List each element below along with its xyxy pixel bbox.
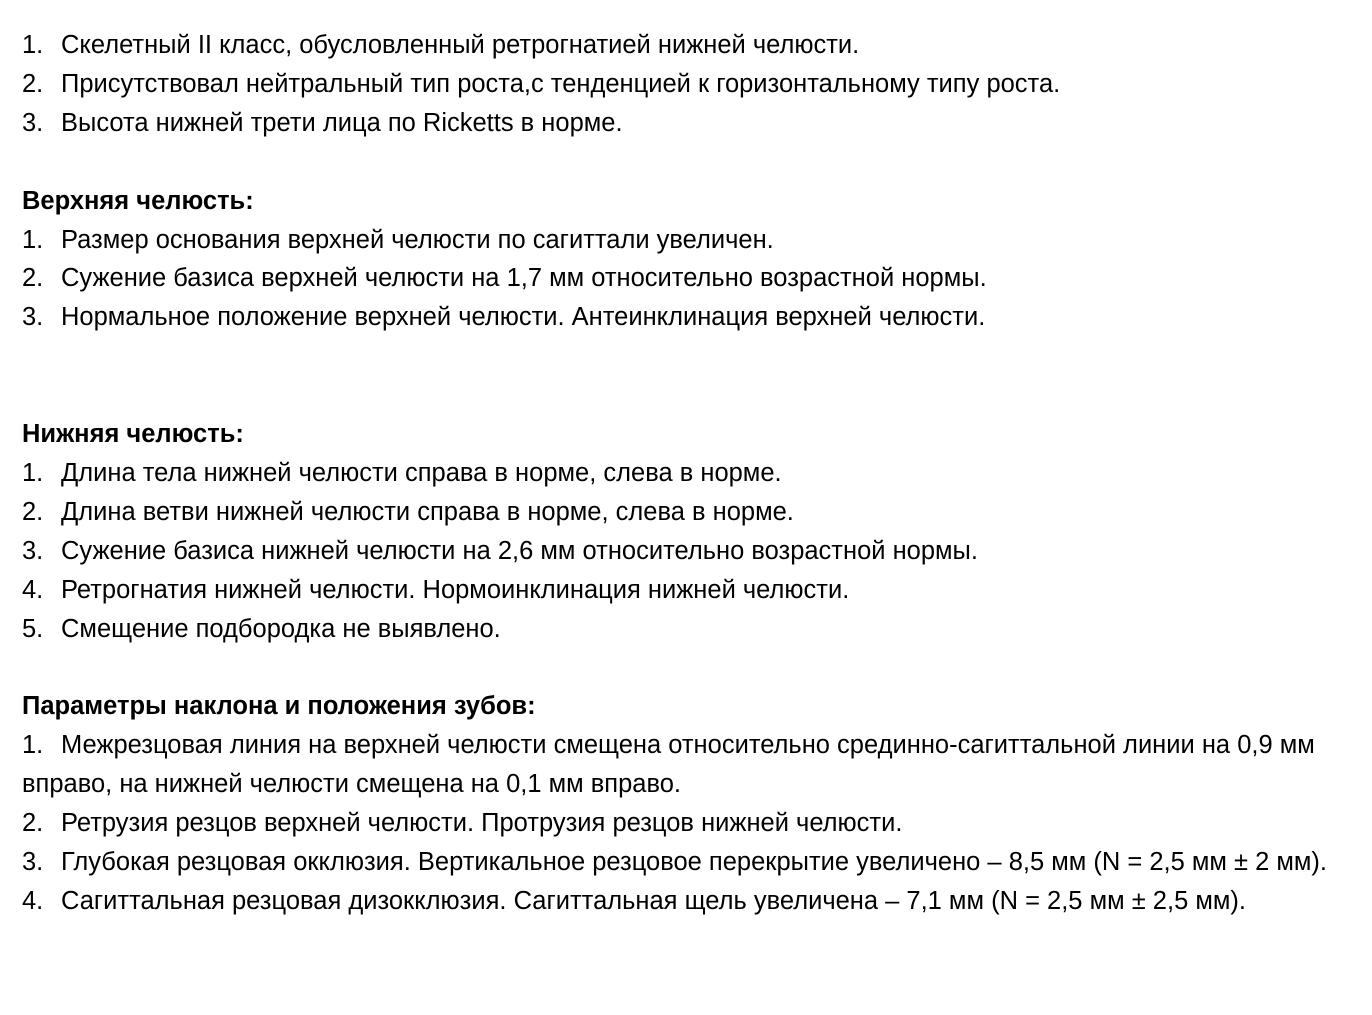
item-number: 3. <box>22 303 44 332</box>
list-item <box>22 221 1358 260</box>
item-text: Глубокая резцовая окклюзия. Вертикальное резцовое перекрытие увеличено – 8,5 мм (N = 2,5 мм ± 2 мм). <box>61 847 1328 876</box>
item-text: Смещение подбородка не выявлено. <box>61 614 501 643</box>
spacer <box>22 143 1358 182</box>
item-number: 2. <box>22 809 44 838</box>
list-item <box>22 104 1358 143</box>
list-item <box>22 298 1358 337</box>
list-item <box>22 493 1358 532</box>
teeth-list <box>22 726 1358 921</box>
item-text: Сужение базиса верхней челюсти на 1,7 мм относительно возрастной нормы. <box>61 264 987 293</box>
lower-jaw-heading: Нижняя челюсть: <box>22 420 244 449</box>
item-text: Межрезцовая линия на верхней челюсти смещена относительно срединно-сагиттальной линии на 0,9 мм вправо, на нижней челюсти смещена на 0,1 мм вправо. <box>22 731 1315 799</box>
document-body <box>22 26 1358 921</box>
item-text: Высота нижней трети лица по Ricketts в норме. <box>61 108 623 137</box>
upper-jaw-list <box>22 221 1358 338</box>
item-number: 2. <box>22 497 44 526</box>
upper-jaw-heading: Верхняя челюсть: <box>22 186 254 215</box>
list-item <box>22 259 1358 298</box>
item-number: 1. <box>22 31 44 59</box>
item-text: Нормальное положение верхней челюсти. Антеинклинация верхней челюсти. <box>61 303 986 332</box>
list-item <box>22 882 1358 921</box>
item-text: Длина ветви нижней челюсти справа в норме, слева в норме. <box>61 497 794 526</box>
spacer <box>22 648 1358 687</box>
list-item <box>22 610 1358 649</box>
item-number: 3. <box>22 108 44 137</box>
item-number: 2. <box>22 69 44 98</box>
item-number: 1. <box>22 458 44 487</box>
list-item <box>22 532 1358 571</box>
lower-jaw-list <box>22 454 1358 649</box>
list-item <box>22 804 1358 843</box>
list-item <box>22 65 1358 104</box>
item-number: 4. <box>22 886 44 915</box>
item-text: Сужение базиса нижней челюсти на 2,6 мм относительно возрастной нормы. <box>61 536 978 565</box>
spacer <box>22 337 1358 415</box>
list-item <box>22 571 1358 610</box>
item-text: Длина тела нижней челюсти справа в норме, слева в норме. <box>61 458 782 487</box>
list-item <box>22 726 1358 804</box>
item-text: Ретрогнатия нижней челюсти. Нормоинклинация нижней челюсти. <box>61 575 850 604</box>
item-number: 1. <box>22 225 44 254</box>
list-item <box>22 843 1358 882</box>
list-item <box>22 454 1358 493</box>
item-text: Размер основания верхней челюсти по сагиттали увеличен. <box>61 225 774 254</box>
item-number: 1. <box>22 731 44 760</box>
item-text: Скелетный II класс, обусловленный ретрогнатией нижней челюсти. <box>61 31 860 59</box>
item-number: 4. <box>22 575 44 604</box>
teeth-heading: Параметры наклона и положения зубов: <box>22 692 536 721</box>
item-number: 3. <box>22 536 44 565</box>
intro-list <box>22 26 1358 143</box>
item-number: 3. <box>22 847 44 876</box>
item-text: Присутствовал нейтральный тип роста,с тенденцией к горизонтальному типу роста. <box>61 69 1061 98</box>
item-text: Сагиттальная резцовая дизокклюзия. Сагиттальная щель увеличена – 7,1 мм (N = 2,5 мм ± 2,5 мм). <box>61 886 1246 915</box>
item-number: 2. <box>22 264 44 293</box>
item-text: Ретрузия резцов верхней челюсти. Протрузия резцов нижней челюсти. <box>61 809 903 838</box>
item-number: 5. <box>22 614 44 643</box>
list-item <box>22 26 1358 65</box>
